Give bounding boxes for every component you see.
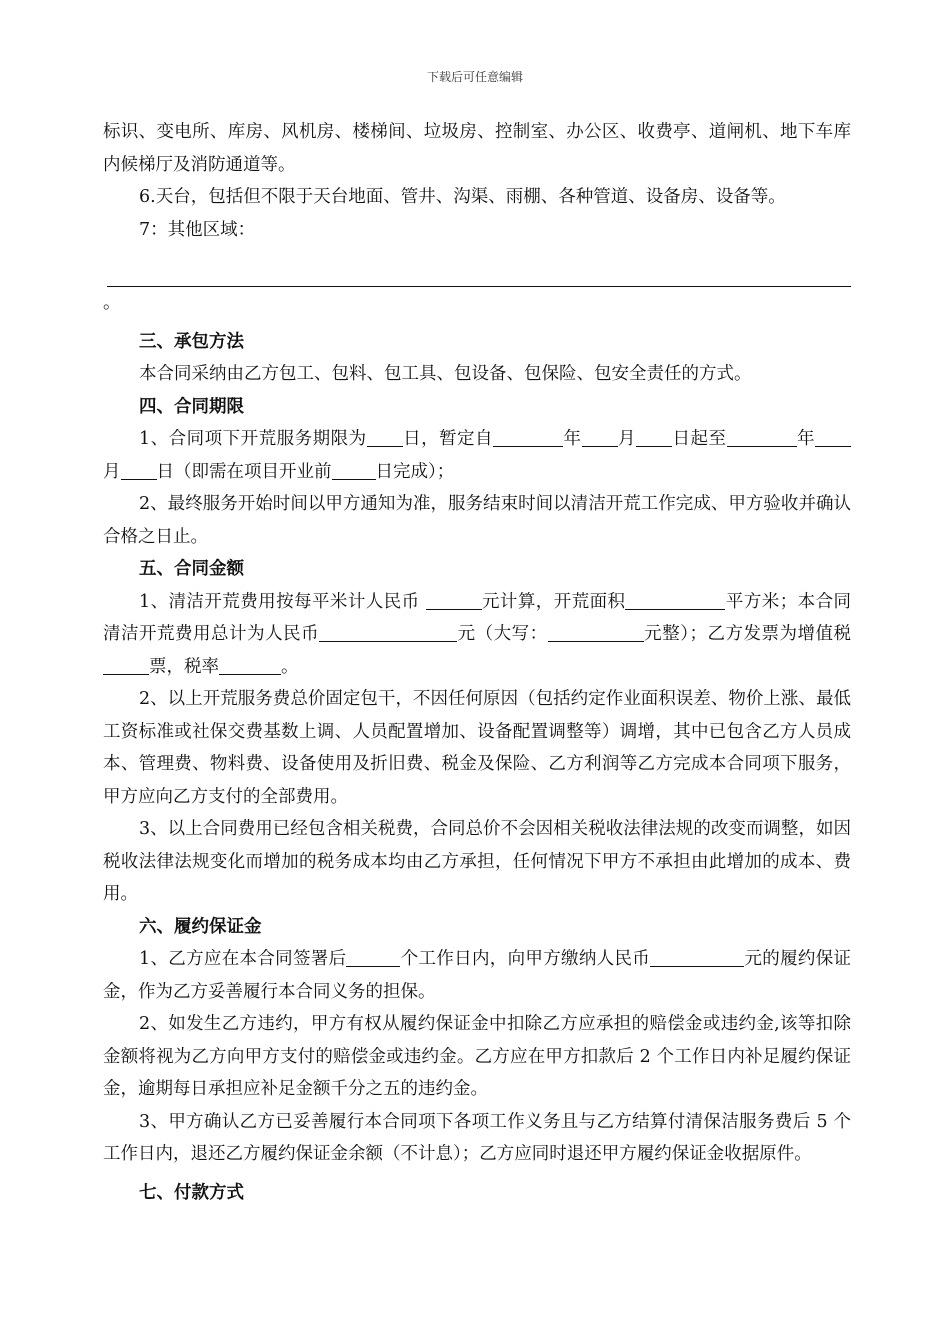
- start-year-blank: [493, 426, 563, 447]
- tax-rate-blank: [219, 654, 281, 675]
- other-areas-end: 。: [103, 293, 121, 313]
- section-4-heading: 四、合同期限: [139, 396, 244, 417]
- end-day-blank: [121, 459, 157, 480]
- start-day-blank: [636, 426, 672, 447]
- invoice-type-blank: [103, 654, 149, 675]
- end-year-blank: [727, 426, 797, 447]
- amount-in-words-blank: [548, 621, 644, 642]
- unit-price-blank: [426, 589, 482, 610]
- section-4-clause-2: 2、最终服务开始时间以甲方通知为准，服务结束时间以清洁开荒工作完成、甲方验收并确认合格之日止。: [103, 494, 851, 547]
- section-6-heading: 六、履约保证金: [139, 916, 262, 937]
- section-5-clause-1: 1、清洁开荒费用按每平米计人民币 元计算，开荒面积 平方米；本合同清洁开荒费用总计为人民币 元（大写： 元整）；乙方发票为增值税票，税率 。: [103, 586, 851, 684]
- other-areas-blank-line: [107, 246, 851, 287]
- section-3-heading: 三、承包方法: [139, 331, 244, 352]
- section-3-text: 本合同采纳由乙方包工、包料、包工具、包设备、包保险、包安全责任的方式。: [139, 364, 752, 384]
- document-body: [103, 116, 851, 1209]
- section-6-clause-1: 1、乙方应在本合同签署后 个工作日内，向甲方缴纳人民币 元的履约保证金，作为乙方妥善履行本合同义务的担保。: [103, 943, 851, 1008]
- section-6-clause-3: 3、甲方确认乙方已妥善履行本合同项下各项工作义务且与乙方结算付清保洁服务费后 5 个工作日内，退还乙方履约保证金余额（不计息）；乙方应同时退还甲方履约保证金收据原件。: [103, 1111, 851, 1164]
- total-amount-blank: [319, 621, 457, 642]
- page-header: 下载后可任意编辑: [426, 70, 523, 84]
- area-blank: [625, 589, 725, 610]
- section-5-clause-2: 2、以上开荒服务费总价固定包干，不因任何原因（包括约定作业面积误差、物价上涨、最低工资标准或社保交费基数上调、人员配置增加、设备配置调整等）调增，其中已包含乙方人员成本、管理费、物料费、设备使用及折旧费、税金及保险、乙方利润等乙方完成本合同项下服务，甲方应向乙方支付的全部费用。: [103, 689, 851, 807]
- section-5-heading: 五、合同金额: [139, 559, 244, 579]
- area-list-continuation: 标识、变电所、库房、风机房、楼梯间、垃圾房、控制室、办公区、收费亭、道闸机、地下车库内候梯厅及消防通道等。: [103, 122, 851, 175]
- section-6-clause-2: 2、如发生乙方违约，甲方有权从履约保证金中扣除乙方应承担的赔偿金或违约金,该等扣除金额将视为乙方向甲方支付的赔偿金或违约金。乙方应在甲方扣款后 2 个工作日内补足履约保证金，逾期每日承担应补足金额千分之五的违约金。: [103, 1014, 851, 1099]
- deposit-days-blank: [346, 946, 400, 967]
- term-days-blank: [367, 426, 403, 447]
- section-4-clause-1: 1、合同项下开荒服务期限为 日，暂定自 年 月 日起至 年月 日（即需在项目开业前 日完成）；: [103, 423, 851, 488]
- rooftop-clause: 6.天台，包括但不限于天台地面、管井、沟渠、雨棚、各种管道、设备房、设备等。: [139, 187, 786, 207]
- opening-days-blank: [332, 459, 376, 480]
- section-5-clause-3: 3、以上合同费用已经包含相关税费，合同总价不会因相关税收法律法规的改变而调整，如因税收法律法规变化而增加的税务成本均由乙方承担，任何情况下甲方不承担由此增加的成本、费用。: [103, 819, 851, 904]
- other-areas-clause: 7：其他区域：: [139, 219, 256, 240]
- deposit-amount-blank: [650, 946, 744, 967]
- start-month-blank: [582, 426, 618, 447]
- end-month-blank: [815, 426, 851, 447]
- section-7-heading: 七、付款方式: [139, 1182, 244, 1203]
